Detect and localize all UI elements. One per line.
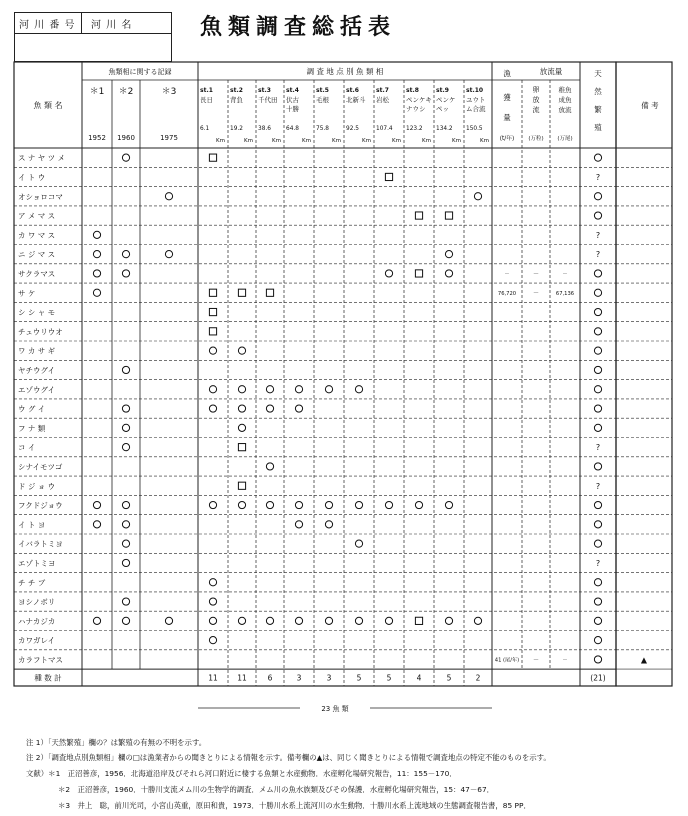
record-mark-circle: [122, 405, 129, 412]
station-mark-square: [238, 444, 245, 451]
species-name: イバラトミヨ: [18, 539, 63, 549]
fry-value: 67,136: [555, 290, 575, 297]
record-mark-circle: [122, 617, 129, 624]
natural-mark-circle: [594, 212, 601, 219]
natural-mark-circle: [594, 270, 601, 277]
station-km-unit-3: Km: [272, 138, 281, 144]
natural-mark-question: ?: [595, 230, 601, 240]
species-name: ド ジ ョ ウ: [18, 481, 56, 491]
station-mark-square: [385, 173, 392, 180]
station-mark-circle: [238, 617, 245, 624]
station-km-9: 134.2: [436, 126, 453, 132]
fry-header-b: 成魚: [558, 96, 572, 104]
species-name: イ ト ウ: [18, 172, 46, 182]
species-name: エゾトミヨ: [18, 558, 56, 568]
station-mark-circle: [355, 617, 362, 624]
station-km-unit-1: Km: [216, 138, 225, 144]
station-mark-circle: [295, 521, 302, 528]
station-id-6: st.6: [346, 87, 359, 94]
natural-mark-circle: [594, 540, 601, 547]
egg-header-c: 流: [532, 106, 540, 114]
station-km-unit-10: Km: [480, 138, 489, 144]
station-mark-circle: [445, 501, 452, 508]
natural-mark-question: ?: [595, 172, 601, 182]
record-mark-circle: [122, 424, 129, 431]
river-name-label: 河 川 名: [91, 20, 133, 31]
station-mark-circle: [385, 617, 392, 624]
species-name: サ ケ: [18, 288, 36, 298]
river-number-label: 河 川 番 号: [19, 20, 76, 31]
total-station-7: 5: [386, 673, 392, 683]
station-mark-circle: [355, 386, 362, 393]
egg-header-b: 放: [532, 96, 540, 104]
station-km-unit-2: Km: [244, 138, 253, 144]
station-mark-circle: [266, 463, 273, 470]
species-name: ス ナ ヤ ツ メ: [18, 153, 66, 163]
station-name-10-a: ユウト: [466, 96, 486, 104]
station-mark-circle: [445, 270, 452, 277]
station-name-2: 背負: [230, 96, 243, 104]
catch-value: 76,720: [497, 290, 517, 297]
station-km-unit-7: Km: [392, 138, 401, 144]
station-mark-circle: [355, 501, 362, 508]
fry-header-c: 放流: [558, 106, 572, 114]
catch-header-a: 漁: [503, 69, 511, 78]
station-name-10-b: ム合流: [466, 105, 486, 113]
record-mark-circle: [122, 444, 129, 451]
record-mark-1: ＊1: [89, 87, 105, 97]
record-mark-circle: [122, 154, 129, 161]
natural-mark-circle: [594, 347, 601, 354]
reference-1: 文献）＊1 正沼善彦，1956．北海道沿岸及びそれら河口附近に棲する魚類と水産動物．水産孵化場研究報告，11：155－170．: [26, 769, 457, 778]
total-station-9: 5: [446, 673, 452, 683]
catch-value: 41 (尾/年): [494, 657, 520, 664]
station-name-3: 千代田: [258, 96, 278, 104]
station-mark-square: [238, 482, 245, 489]
catch-value: －: [504, 271, 510, 278]
station-km-8: 123.2: [406, 126, 423, 132]
station-km-6: 92.5: [346, 126, 359, 132]
species-name: ウ グ イ: [18, 404, 46, 414]
station-mark-circle: [385, 501, 392, 508]
record-mark-circle: [93, 289, 100, 296]
remark-mark-triangle: ▲: [640, 655, 648, 665]
station-name-4-a: 伏古: [286, 96, 299, 104]
station-km-unit-9: Km: [452, 138, 461, 144]
catch-unit: (t/年): [499, 136, 515, 142]
remarks-frame: [616, 62, 672, 686]
station-name-7: 岩松: [376, 96, 389, 104]
natural-mark-question: ?: [595, 558, 601, 568]
station-id-2: st.2: [230, 87, 243, 94]
natural-header-3: 繁: [594, 105, 602, 114]
station-mark-circle: [238, 386, 245, 393]
station-km-unit-8: Km: [422, 138, 431, 144]
total-station-8: 4: [416, 673, 422, 683]
species-name: コ イ: [18, 443, 36, 453]
species-name: ニ ジ マ ス: [18, 250, 56, 260]
total-station-4: 3: [296, 673, 302, 683]
record-mark-circle: [165, 251, 172, 258]
natural-mark-circle: [594, 637, 601, 644]
station-mark-circle: [209, 347, 216, 354]
record-mark-circle: [122, 501, 129, 508]
station-name-8-b: ナウシ: [406, 105, 426, 113]
station-mark-circle: [238, 424, 245, 431]
total-station-2: 11: [237, 673, 247, 683]
record-mark-circle: [93, 521, 100, 528]
record-mark-circle: [122, 540, 129, 547]
species-name: イ ト ヨ: [18, 520, 46, 530]
egg-value: －: [532, 270, 540, 278]
total-station-6: 5: [356, 673, 362, 683]
station-mark-square: [415, 212, 422, 219]
stocking-header: 放流量: [539, 67, 563, 76]
station-km-3: 38.6: [258, 126, 271, 132]
totals-label: 種 数 計: [34, 673, 62, 683]
station-mark-circle: [415, 501, 422, 508]
natural-mark-circle: [594, 501, 601, 508]
natural-mark-circle: [594, 308, 601, 315]
station-name-5: 毛根: [316, 96, 329, 104]
station-km-5: 75.8: [316, 126, 329, 132]
natural-mark-circle: [594, 193, 601, 200]
record-mark-circle: [122, 270, 129, 277]
natural-mark-circle: [594, 405, 601, 412]
page-title: 魚類調査総括表: [200, 14, 397, 40]
station-mark-circle: [325, 617, 332, 624]
natural-mark-circle: [594, 424, 601, 431]
species-name: ア メ マ ス: [18, 211, 56, 221]
natural-mark-circle: [594, 154, 601, 161]
record-mark-2: ＊2: [118, 87, 134, 97]
record-year-1: 1952: [88, 134, 106, 142]
station-mark-circle: [238, 347, 245, 354]
station-id-9: st.9: [436, 87, 449, 94]
record-mark-3: ＊3: [161, 87, 177, 97]
natural-mark-circle: [594, 366, 601, 373]
record-mark-circle: [122, 598, 129, 605]
total-station-1: 11: [208, 673, 218, 683]
station-km-unit-4: Km: [302, 138, 311, 144]
record-mark-circle: [122, 559, 129, 566]
station-mark-circle: [295, 386, 302, 393]
natural-mark-circle: [594, 289, 601, 296]
station-mark-circle: [209, 579, 216, 586]
station-mark-circle: [266, 405, 273, 412]
stations-group-header: 調 査 地 点 別 魚 類 相: [306, 67, 384, 76]
species-name: フ ナ 類: [18, 423, 46, 433]
natural-mark-circle: [594, 598, 601, 605]
species-name: ヨシノボリ: [18, 597, 56, 607]
natural-mark-question: ?: [595, 481, 601, 491]
station-id-5: st.5: [316, 87, 329, 94]
catch-header-c: 量: [503, 113, 511, 122]
station-mark-square: [415, 270, 422, 277]
fry-header-a: 稚魚: [558, 86, 572, 94]
station-km-4: 64.8: [286, 126, 299, 132]
species-count-note: 23 魚 類: [321, 705, 349, 713]
station-id-7: st.7: [376, 87, 389, 94]
station-mark-circle: [209, 598, 216, 605]
station-name-8-a: ペンケキ: [406, 96, 432, 104]
natural-header-4: 殖: [594, 123, 602, 132]
species-name: サクラマス: [18, 269, 56, 279]
station-mark-circle: [385, 270, 392, 277]
station-id-1: st.1: [200, 87, 213, 94]
egg-unit: (万粒): [528, 136, 544, 142]
species-name: チ チ ブ: [18, 578, 46, 588]
station-mark-square: [209, 308, 216, 315]
total-station-3: 6: [267, 673, 273, 683]
station-km-1: 6.1: [200, 126, 210, 132]
species-name: カラフトマス: [18, 655, 63, 665]
species-name: シナイモツゴ: [18, 462, 63, 472]
station-mark-square: [209, 328, 216, 335]
station-mark-circle: [295, 501, 302, 508]
record-mark-circle: [93, 501, 100, 508]
species-name: エゾウグイ: [18, 385, 56, 395]
natural-mark-circle: [594, 521, 601, 528]
station-name-6: 北新斗: [346, 96, 366, 104]
station-mark-circle: [474, 193, 481, 200]
record-mark-circle: [122, 251, 129, 258]
station-mark-square: [209, 154, 216, 161]
station-mark-circle: [266, 386, 273, 393]
station-km-7: 107.4: [376, 126, 393, 132]
station-mark-circle: [325, 501, 332, 508]
station-km-unit-6: Km: [362, 138, 371, 144]
species-name: オショロコマ: [18, 192, 63, 202]
species-name: ハナカジカ: [18, 616, 56, 626]
station-name-9-b: ペッ: [436, 105, 449, 113]
natural-mark-question: ?: [595, 250, 601, 260]
egg-header-a: 卵: [532, 86, 540, 94]
egg-value: －: [532, 656, 540, 664]
egg-value: －: [532, 289, 540, 297]
station-mark-square: [266, 289, 273, 296]
species-name: チュウリウオ: [18, 327, 63, 337]
record-mark-circle: [93, 270, 100, 277]
station-mark-square: [238, 289, 245, 296]
station-mark-circle: [209, 386, 216, 393]
station-mark-circle: [209, 405, 216, 412]
record-mark-circle: [122, 366, 129, 373]
station-km-unit-5: Km: [332, 138, 341, 144]
station-mark-circle: [295, 405, 302, 412]
fry-value: －: [562, 271, 568, 278]
table-frame: [14, 62, 616, 686]
species-name: ワ カ サ ギ: [18, 346, 56, 356]
station-id-10: st.10: [466, 87, 484, 94]
natural-mark-circle: [594, 579, 601, 586]
station-mark-circle: [474, 617, 481, 624]
species-name: カワガレイ: [18, 636, 56, 646]
record-mark-circle: [165, 193, 172, 200]
record-mark-circle: [122, 521, 129, 528]
station-mark-circle: [209, 637, 216, 644]
records-group-header: 魚類相に関する記録: [108, 68, 172, 76]
station-name-9-a: ペンケ: [436, 96, 456, 104]
species-name: シ シ ャ モ: [18, 308, 56, 318]
remarks-header: 備 考: [641, 101, 659, 110]
record-mark-circle: [165, 617, 172, 624]
total-station-10: 2: [475, 673, 481, 683]
station-name-4-b: 十勝: [286, 105, 299, 113]
station-mark-circle: [445, 617, 452, 624]
record-mark-circle: [93, 251, 100, 258]
station-km-10: 150.5: [466, 126, 483, 132]
species-name: フクドジョウ: [18, 501, 63, 511]
natural-mark-circle: [594, 617, 601, 624]
natural-header-2: 然: [594, 87, 602, 96]
note-1: 注 1）「天然繁殖」欄の？は繁殖の有無の不明を示す。: [26, 738, 207, 747]
station-mark-circle: [445, 251, 452, 258]
station-id-8: st.8: [406, 87, 419, 94]
total-station-5: 3: [326, 673, 332, 683]
station-id-3: st.3: [258, 87, 271, 94]
station-name-1: 長日: [200, 96, 213, 104]
species-name: カ ワ マ ス: [18, 230, 56, 240]
station-km-2: 19.2: [230, 126, 243, 132]
station-mark-circle: [266, 617, 273, 624]
fry-value: －: [562, 657, 568, 664]
fry-unit: (万尾): [557, 136, 573, 142]
station-mark-square: [209, 289, 216, 296]
record-year-2: 1960: [117, 134, 135, 142]
catch-header-b: 獲: [503, 93, 511, 102]
station-mark-square: [445, 212, 452, 219]
natural-mark-question: ?: [595, 443, 601, 453]
species-name: ヤチウグイ: [18, 365, 56, 375]
station-mark-circle: [266, 501, 273, 508]
natural-mark-circle: [594, 463, 601, 470]
station-mark-circle: [238, 501, 245, 508]
natural-mark-circle: [594, 328, 601, 335]
station-mark-circle: [295, 617, 302, 624]
total-natural: (21): [590, 673, 606, 683]
natural-mark-circle: [594, 386, 601, 393]
record-mark-circle: [93, 617, 100, 624]
station-mark-circle: [325, 386, 332, 393]
reference-2: ＊2 正沼善彦，1960．十勝川支流メム川の生物学的調査．メム川の魚水族類及びその保護．水産孵化場研究報告，15：47－67．: [58, 785, 495, 794]
station-mark-square: [415, 617, 422, 624]
reference-3: ＊3 井上 聡，前川光司，小宮山英重，原田和貴，1973．十勝川水系上流河川の水生動物．十勝川水系上流地域の生態調査報告書，85 PP．: [58, 801, 531, 810]
station-mark-circle: [238, 405, 245, 412]
station-mark-circle: [209, 617, 216, 624]
station-mark-circle: [209, 501, 216, 508]
record-mark-circle: [93, 231, 100, 238]
natural-mark-circle: [594, 656, 601, 663]
station-id-4: st.4: [286, 87, 299, 94]
natural-header-1: 天: [594, 69, 602, 78]
note-2: 注 2）「調査地点別魚類相」欄の□は漁業者からの聞きとりによる情報を示す。備考欄の▲は、同じく聞きとりによる情報で調査地点の特定不能のものを示す。: [26, 753, 551, 762]
station-mark-circle: [325, 521, 332, 528]
species-col-header: 魚 類 名: [33, 101, 63, 110]
record-year-3: 1975: [160, 134, 178, 142]
station-mark-circle: [355, 540, 362, 547]
